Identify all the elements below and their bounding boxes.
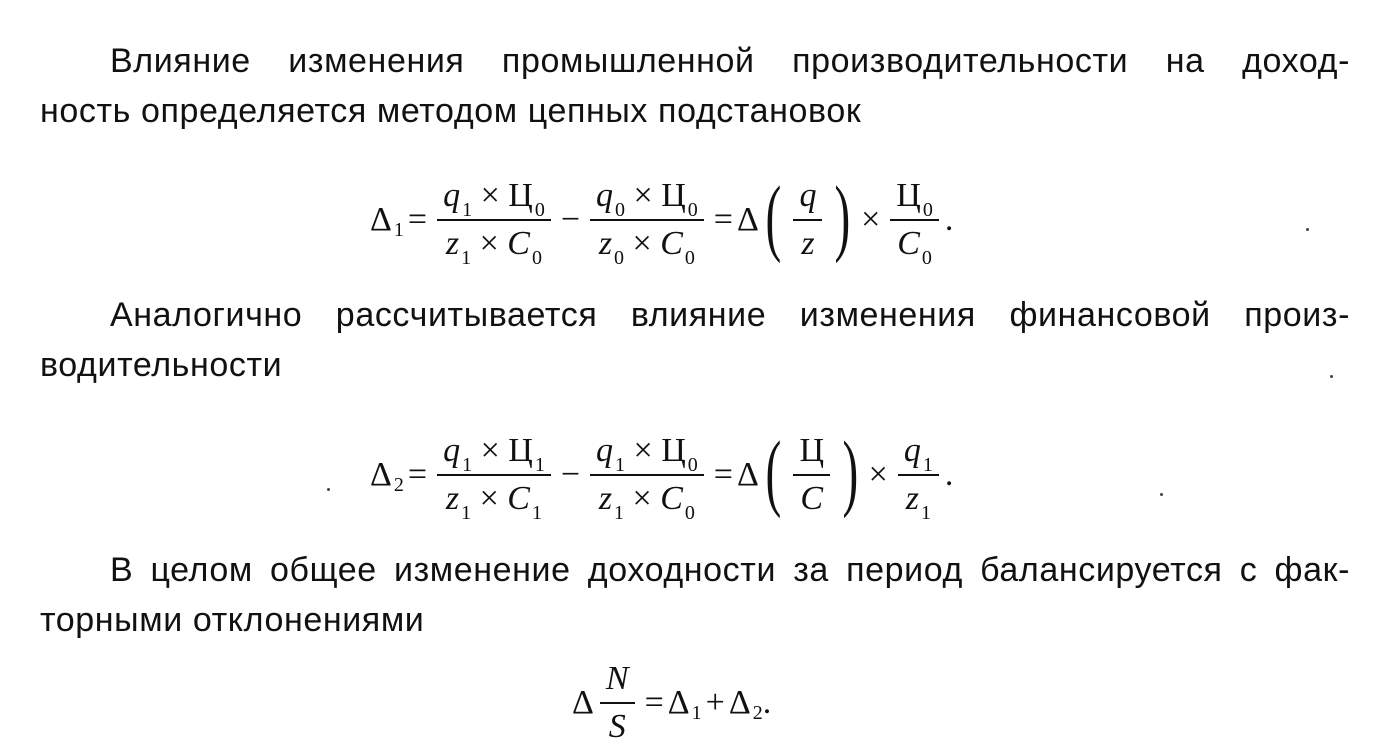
variable: z [598,225,613,262]
subscript: 1 [691,701,702,724]
fraction-denominator: S [608,707,626,745]
equals-sign: = [713,201,733,238]
delta-symbol: Δ [370,201,392,238]
fraction [898,428,939,522]
text-line: ность определяется методом цепных подстановок [40,92,862,130]
paragraph-total-change [40,545,1350,645]
delta-symbol: Δ [736,201,759,238]
variable: q [443,432,461,469]
variable: C [660,225,683,262]
fraction-numerator [890,173,939,219]
text-line: водительности [40,346,283,384]
delta-symbol: Δ [728,683,751,721]
formula-delta-1 [370,160,953,280]
variable: Ц [508,432,533,469]
equals-sign: = [407,456,428,493]
fraction-numerator: N [605,659,629,697]
fraction [600,656,635,750]
delta-symbol: Δ [572,683,594,721]
fraction [437,173,551,267]
plus-sign: + [705,683,725,721]
scan-speck [1306,228,1309,231]
subscript: 0 [615,199,625,221]
fraction-denominator [593,476,701,522]
variable: Ц [661,177,686,214]
subscript: 1 [920,502,931,524]
operator: × [632,225,652,262]
close-parenthesis: ) [834,168,851,264]
fraction-denominator: z [801,225,815,262]
period: . [944,201,954,238]
subscript: 0 [684,502,695,524]
equals-sign: = [644,683,664,721]
variable: q [596,177,613,214]
fraction-denominator [900,476,937,522]
close-parenthesis: ) [842,423,859,519]
fraction-numerator [590,173,704,219]
delta-symbol: Δ [370,456,392,493]
equals-sign: = [713,456,733,493]
subscript: 1 [531,502,542,524]
subscript: 1 [461,247,472,269]
paragraph-financial-productivity [40,290,1350,390]
subscript: 1 [615,454,625,476]
fraction [890,173,939,267]
operator: × [633,432,653,469]
period: . [944,456,954,493]
fraction [590,173,704,267]
subscript: 1 [461,502,472,524]
text-line: Аналогично рассчитывается влияние изменения финансовой произ- [110,296,1350,334]
subscript: 1 [922,454,933,476]
times-sign: × [868,456,888,493]
fraction-denominator: C [800,480,824,517]
subscript: 1 [534,454,545,476]
fraction-numerator [437,173,551,219]
open-parenthesis: ( [765,168,782,264]
operator: × [480,432,500,469]
subscript: 0 [687,454,698,476]
minus-sign: − [560,201,580,238]
fraction-denominator [891,221,938,267]
variable: C [507,225,530,262]
subscript: 2 [752,701,763,724]
variable: C [507,480,530,517]
subscript: 2 [393,474,404,496]
variable: C [897,225,920,262]
operator: × [479,225,499,262]
fraction-numerator [437,428,551,474]
subscript: 1 [462,199,473,221]
operator: × [479,480,499,517]
fraction [590,428,704,522]
times-sign: × [861,201,881,238]
delta-symbol: Δ [736,456,759,493]
paragraph-industrial-productivity [40,36,1350,136]
formula-delta-2 [370,415,953,535]
scan-speck [1330,375,1333,378]
subscript: 0 [684,247,695,269]
minus-sign: − [560,456,580,493]
variable: Ц [508,177,533,214]
subscript: 0 [921,247,932,269]
subscript: 0 [614,247,625,269]
open-parenthesis: ( [765,423,782,519]
text-line: торными отклонениями [40,601,425,639]
fraction-denominator [593,221,701,267]
variable: q [903,432,921,469]
fraction [437,428,551,522]
formula-total-balance [572,660,771,745]
variable: Ц [896,177,921,214]
subscript: 0 [922,199,933,221]
subscript: 0 [687,199,698,221]
text-line: В целом общее изменение доходности за период балансируется с фак- [110,551,1350,589]
fraction-denominator [440,221,548,267]
subscript: 1 [393,219,404,241]
equals-sign: = [407,201,428,238]
fraction-numerator: q [799,177,817,214]
fraction [793,428,830,522]
fraction-numerator [898,428,939,474]
variable: z [445,480,460,517]
fraction-numerator [590,428,704,474]
subscript: 0 [534,199,545,221]
period: . [762,683,772,721]
operator: × [632,480,652,517]
variable: z [598,480,613,517]
variable: z [445,225,460,262]
variable: C [660,480,683,517]
operator: × [633,177,653,214]
subscript: 1 [614,502,625,524]
scan-speck [327,488,330,491]
fraction [793,173,822,267]
text-line: Влияние изменения промышленной производительности на доход- [110,42,1350,80]
variable: z [905,480,919,517]
delta-symbol: Δ [667,683,690,721]
subscript: 1 [462,454,473,476]
operator: × [480,177,500,214]
variable: q [596,432,613,469]
variable: Ц [661,432,686,469]
scan-speck [1160,493,1163,496]
subscript: 0 [531,247,542,269]
variable: q [443,177,461,214]
fraction-denominator [440,476,548,522]
fraction-numerator: Ц [799,432,825,469]
